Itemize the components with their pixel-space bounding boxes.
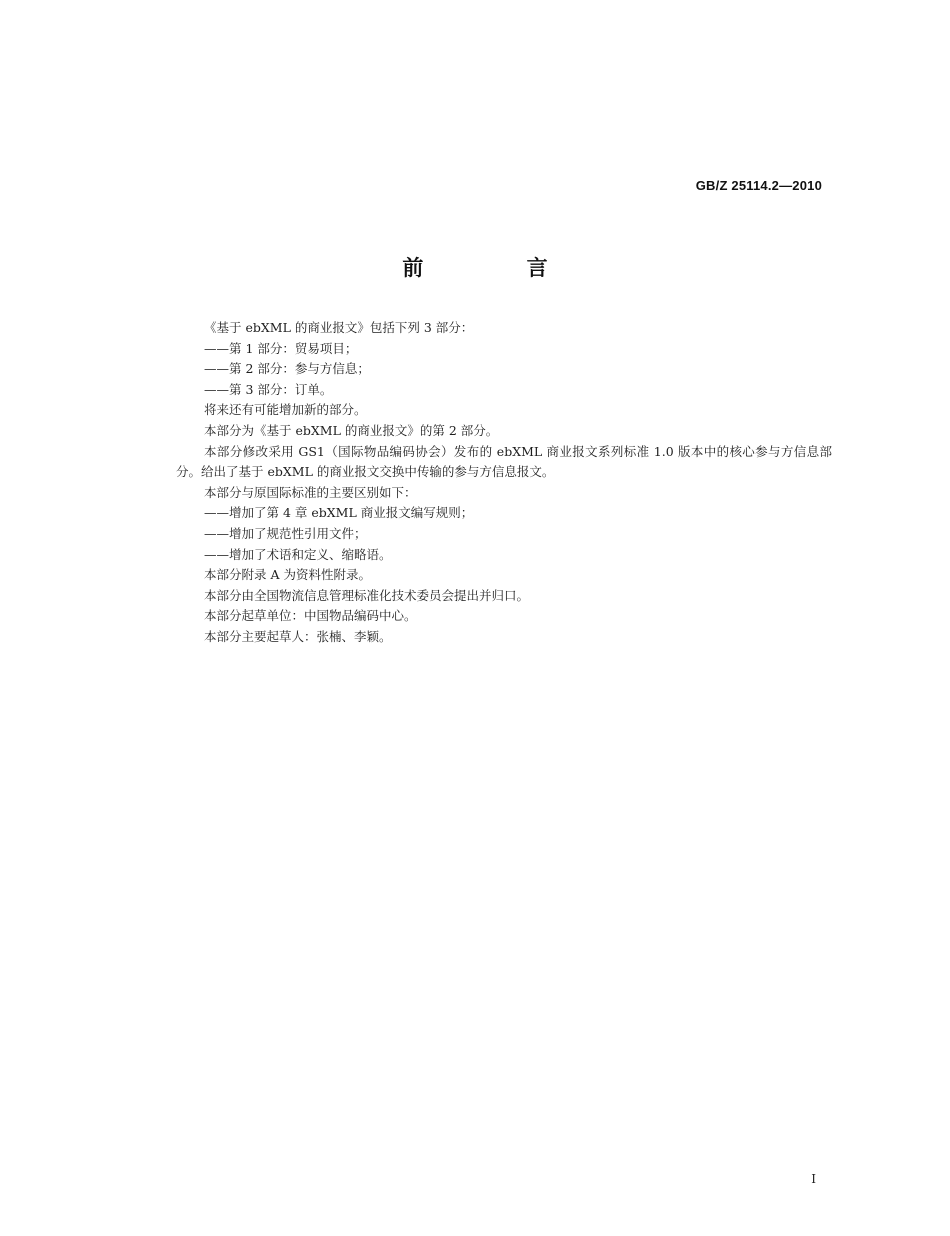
list-item-part-2: ——第 2 部分：参与方信息； — [204, 361, 370, 377]
paragraph-appendix: 本部分附录 A 为资料性附录。 — [204, 567, 371, 583]
paragraph-adoption: 本部分修改采用 GS1（国际物品编码协会）发布的 ebXML 商业报文系列标准 1.0 版本中的核心参与方信息部分。给出了基于 ebXML 的商业报文交换中传输的参与方信息报文。 — [176, 443, 832, 480]
paragraph-proposer: 本部分由全国物流信息管理标准化技术委员会提出并归口。 — [204, 587, 530, 603]
list-item-part-3: ——第 3 部分：订单。 — [204, 381, 333, 397]
foreword-body — [176, 318, 832, 648]
page-number: I — [811, 1172, 816, 1186]
list-item-difference-2: ——增加了规范性引用文件； — [204, 525, 367, 541]
paragraph-this-part: 本部分为《基于 ebXML 的商业报文》的第 2 部分。 — [204, 422, 499, 438]
list-item-difference-1: ——增加了第 4 章 ebXML 商业报文编写规则； — [204, 505, 474, 521]
paragraph-parts-intro: 《基于 ebXML 的商业报文》包括下列 3 部分： — [204, 320, 474, 335]
paragraph-drafters: 本部分主要起草人：张楠、李颖。 — [204, 628, 392, 644]
paragraph-differences-intro: 本部分与原国际标准的主要区别如下： — [204, 484, 417, 500]
list-item-part-1: ——第 1 部分：贸易项目； — [204, 340, 358, 356]
paragraph-future-parts: 将来还有可能增加新的部分。 — [204, 402, 367, 418]
list-item-difference-3: ——增加了术语和定义、缩略语。 — [204, 546, 392, 562]
standard-code: GB/Z 25114.2—2010 — [695, 178, 822, 193]
page-title: 前 言 — [402, 256, 596, 280]
paragraph-drafting-unit: 本部分起草单位：中国物品编码中心。 — [204, 608, 417, 624]
